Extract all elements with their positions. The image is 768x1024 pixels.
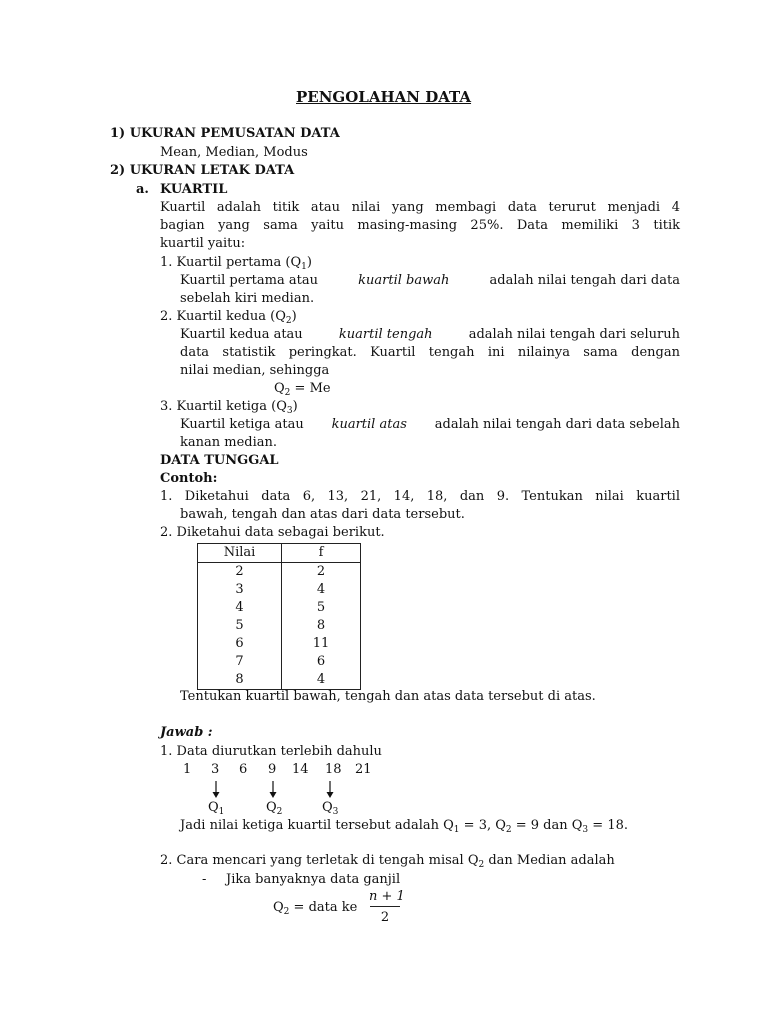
- sequence-value: 9: [268, 762, 277, 777]
- page-title: PENGOLAHAN DATA: [296, 88, 472, 106]
- example-2-question: Tentukan kuartil bawah, tengah dan atas data tersebut di atas.: [180, 689, 596, 704]
- contoh-label: Contoh:: [160, 471, 218, 486]
- down-arrow-icon: [325, 781, 335, 799]
- fraction-bar: [370, 906, 400, 907]
- table-cell: 3: [198, 581, 282, 599]
- example-2-line-1: 2. Diketahui data sebagai berikut.: [160, 525, 385, 540]
- table-cell: 8: [198, 671, 282, 690]
- intro-line-2: bagian yang sama yaitu masing-masing 25%. Data memiliki 3 titik: [160, 218, 680, 233]
- q1-label: $Q_1$: [208, 800, 225, 817]
- intro-line-1: Kuartil adalah titik atau nilai yang membagi data terurut menjadi 4: [160, 200, 680, 215]
- down-arrow-icon: [268, 781, 278, 799]
- fraction-numerator: n + 1: [369, 889, 405, 904]
- subsection-a-label: a.: [136, 182, 149, 197]
- data-tunggal-heading: DATA TUNGGAL: [160, 453, 279, 468]
- table-row: [198, 599, 361, 617]
- table-header-f: f: [282, 544, 361, 563]
- table-header-nilai: Nilai: [198, 544, 282, 563]
- sequence-value: 6: [239, 762, 248, 777]
- sequence-value: 18: [325, 762, 342, 777]
- kuartil-1-line-2: sebelah kiri median.: [180, 291, 315, 306]
- kuartil-2-line-3: nilai median, sehingga: [180, 363, 330, 378]
- example-1-line-2: bawah, tengah dan atas dari data tersebut.: [180, 507, 465, 522]
- kuartil-1-heading: 1. Kuartil pertama $(Q_1)$: [160, 255, 312, 272]
- table-row: [198, 671, 361, 690]
- sequence-value: 3: [211, 762, 220, 777]
- q2-label: $Q_2$: [266, 800, 283, 817]
- q3-label: $Q_3$: [322, 800, 339, 817]
- kuartil-2-line-1: Kuartil kedua atau kuartil tengah adalah nilai tengah dari seluruh: [180, 327, 680, 342]
- kuartil-2-equation: $Q_2 = Me$: [274, 381, 331, 398]
- sequence-value: 21: [355, 762, 372, 777]
- odd-data-condition: Jika banyaknya data ganjil: [226, 872, 401, 887]
- intro-line-3: kuartil yaitu:: [160, 236, 246, 251]
- jawab-label: Jawab :: [160, 725, 213, 740]
- table-cell: 5: [282, 599, 361, 617]
- table-cell: 7: [198, 653, 282, 671]
- sequence-value: 14: [292, 762, 309, 777]
- kuartil-3-line-2: kanan median.: [180, 435, 278, 450]
- table-cell: 6: [282, 653, 361, 671]
- kuartil-1-line-1: Kuartil pertama atau kuartil bawah adalah nilai tengah dari data: [180, 273, 680, 288]
- answer-1-heading: 1. Data diurutkan terlebih dahulu: [160, 744, 382, 759]
- table-cell: 4: [282, 581, 361, 599]
- median-formula: $Q_2$ = data ke: [273, 900, 358, 917]
- table-cell: 6: [198, 635, 282, 653]
- table-row: [198, 635, 361, 653]
- table-row: [198, 563, 361, 582]
- down-arrow-icon: [211, 781, 221, 799]
- table-row: [198, 581, 361, 599]
- kuartil-3-line-1: Kuartil ketiga atau kuartil atas adalah nilai tengah dari data sebelah: [180, 417, 680, 432]
- section-1-subtitle: Mean, Median, Modus: [160, 145, 308, 160]
- table-cell: 4: [282, 671, 361, 690]
- table-row: [198, 653, 361, 671]
- kuartil-3-heading: 3. Kuartil ketiga $(Q_3)$: [160, 399, 298, 416]
- fraction-denominator: 2: [380, 910, 390, 925]
- kuartil-2-heading: 2. Kuartil kedua $(Q_2)$: [160, 309, 297, 326]
- table-cell: 8: [282, 617, 361, 635]
- table-header-row: [198, 544, 361, 563]
- example-1-line-1: 1. Diketahui data 6, 13, 21, 14, 18, dan 9. Tentukan nilai kuartil: [160, 489, 680, 504]
- table-cell: 5: [198, 617, 282, 635]
- answer-2-heading: 2. Cara mencari yang terletak di tengah misal $Q_2$ dan Median adalah: [160, 853, 615, 870]
- frequency-table: [197, 543, 361, 690]
- bullet-dash: -: [202, 872, 207, 887]
- sequence-value: 1: [183, 762, 192, 777]
- answer-1-conclusion: Jadi nilai ketiga kuartil tersebut adalah $Q_1 = 3$, $Q_2 = 9$ dan $Q_3 = 18$.: [180, 818, 628, 835]
- subsection-a-heading: KUARTIL: [160, 182, 228, 197]
- table-cell: 2: [282, 563, 361, 582]
- table-cell: 11: [282, 635, 361, 653]
- section-2-heading: 2) UKURAN LETAK DATA: [110, 163, 295, 178]
- kuartil-2-line-2: data statistik peringkat. Kuartil tengah ini nilainya sama dengan: [180, 345, 680, 360]
- section-1-heading: 1) UKURAN PEMUSATAN DATA: [110, 126, 340, 141]
- table-row: [198, 617, 361, 635]
- table-cell: 4: [198, 599, 282, 617]
- table-cell: 2: [198, 563, 282, 582]
